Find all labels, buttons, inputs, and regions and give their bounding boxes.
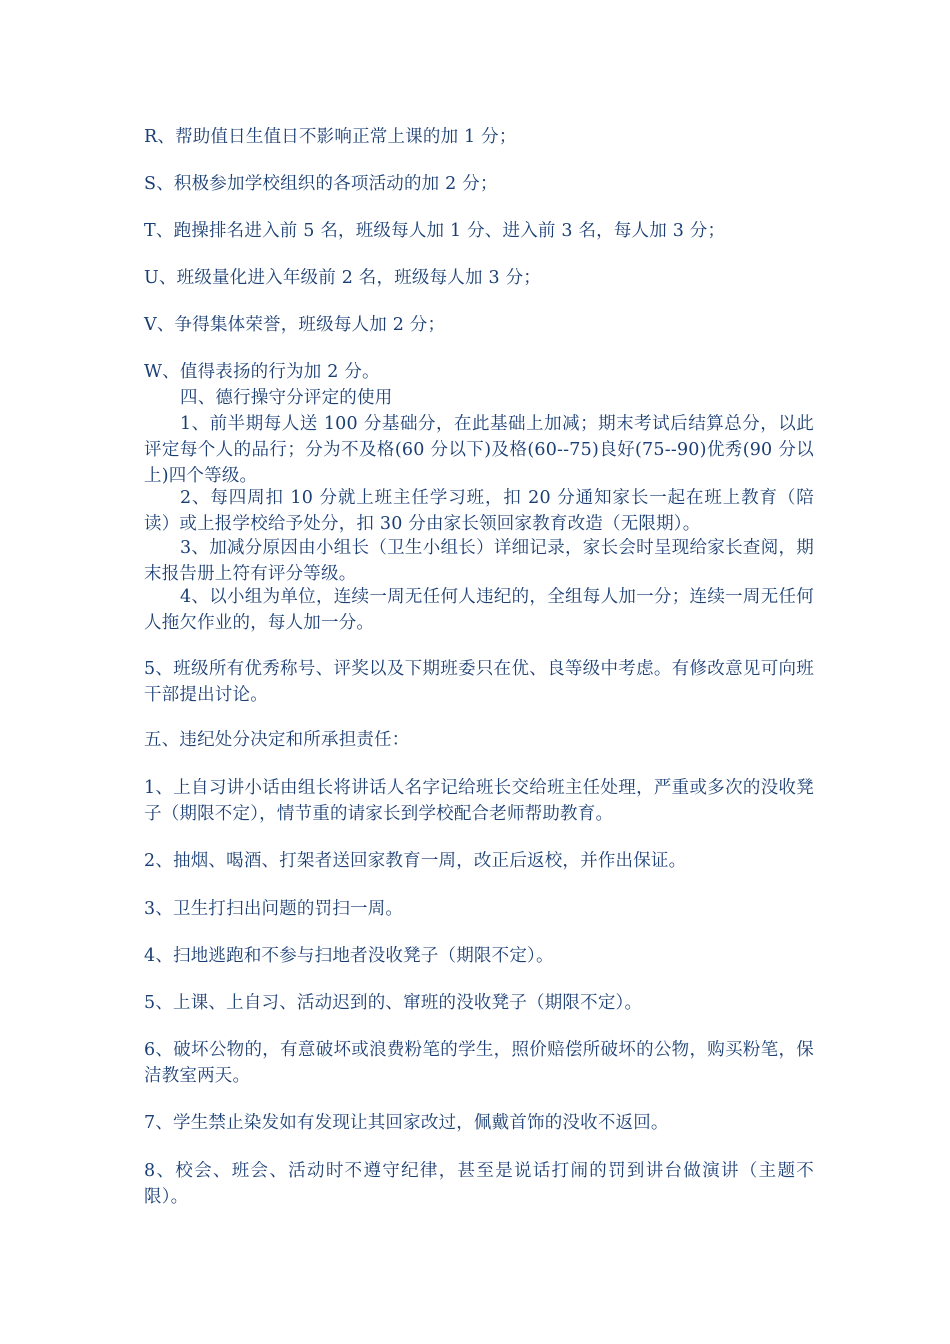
section5-item-3: 3、卫生打扫出问题的罚扫一周。	[144, 899, 404, 919]
rule-s: S、积极参加学校组织的各项活动的加 2 分；	[144, 174, 498, 194]
section5-item-4: 4、扫地逃跑和不参与扫地者没收凳子（期限不定）。	[144, 946, 554, 966]
section4-heading: 四、德行操守分评定的使用	[180, 388, 393, 408]
section4-item-3: 3、加减分原因由小组长（卫生小组长）详细记录，家长会时呈现给家长查阅，期末报告册上符有评分等级。	[144, 538, 814, 584]
rule-u: U、班级量化进入年级前 2 名，班级每人加 3 分；	[144, 268, 541, 288]
rule-v: V、争得集体荣誉，班级每人加 2 分；	[144, 315, 446, 335]
section5-item-8: 8、校会、班会、活动时不遵守纪律，甚至是说话打闹的罚到讲台做演讲（主题不限）。	[144, 1161, 814, 1207]
rule-t: T、跑操排名进入前 5 名，班级每人加 1 分、进入前 3 名，每人加 3 分；	[144, 221, 726, 241]
section4-item-4: 4、以小组为单位，连续一周无任何人违纪的，全组每人加一分；连续一周无任何人拖欠作业的，每人加一分。	[144, 587, 814, 633]
section5-item-1: 1、上自习讲小话由组长将讲话人名字记给班长交给班主任处理，严重或多次的没收凳子（期限不定），情节重的请家长到学校配合老师帮助教育。	[144, 778, 814, 824]
section5-item-2: 2、抽烟、喝酒、打架者送回家教育一周，改正后返校，并作出保证。	[144, 851, 687, 871]
section4-item-5: 5、班级所有优秀称号、评奖以及下期班委只在优、良等级中考虑。有修改意见可向班干部提出讨论。	[144, 659, 814, 705]
rule-r: R、帮助值日生值日不影响正常上课的加 1 分；	[144, 127, 517, 147]
section5-item-7: 7、学生禁止染发如有发现让其回家改过，佩戴首饰的没收不返回。	[144, 1113, 669, 1133]
rule-w: W、值得表扬的行为加 2 分。	[144, 362, 380, 382]
section5-item-5: 5、上课、上自习、活动迟到的、窜班的没收凳子（期限不定）。	[144, 993, 643, 1013]
section4-item-2: 2、每四周扣 10 分就上班主任学习班，扣 20 分通知家长一起在班上教育（陪读）或上报学校给予处分，扣 30 分由家长领回家教育改造（无限期）。	[144, 488, 814, 534]
section4-item-1: 1、前半期每人送 100 分基础分，在此基础上加减；期末考试后结算总分，以此评定每个人的品行；分为不及格(60 分以下)及格(60--75)良好(75--90)优秀(90 分以上)四个等级。	[144, 414, 814, 486]
section5-item-6: 6、破坏公物的，有意破坏或浪费粉笔的学生，照价赔偿所破坏的公物，购买粉笔，保洁教室两天。	[144, 1040, 814, 1086]
section5-heading: 五、违纪处分决定和所承担责任：	[144, 730, 410, 750]
